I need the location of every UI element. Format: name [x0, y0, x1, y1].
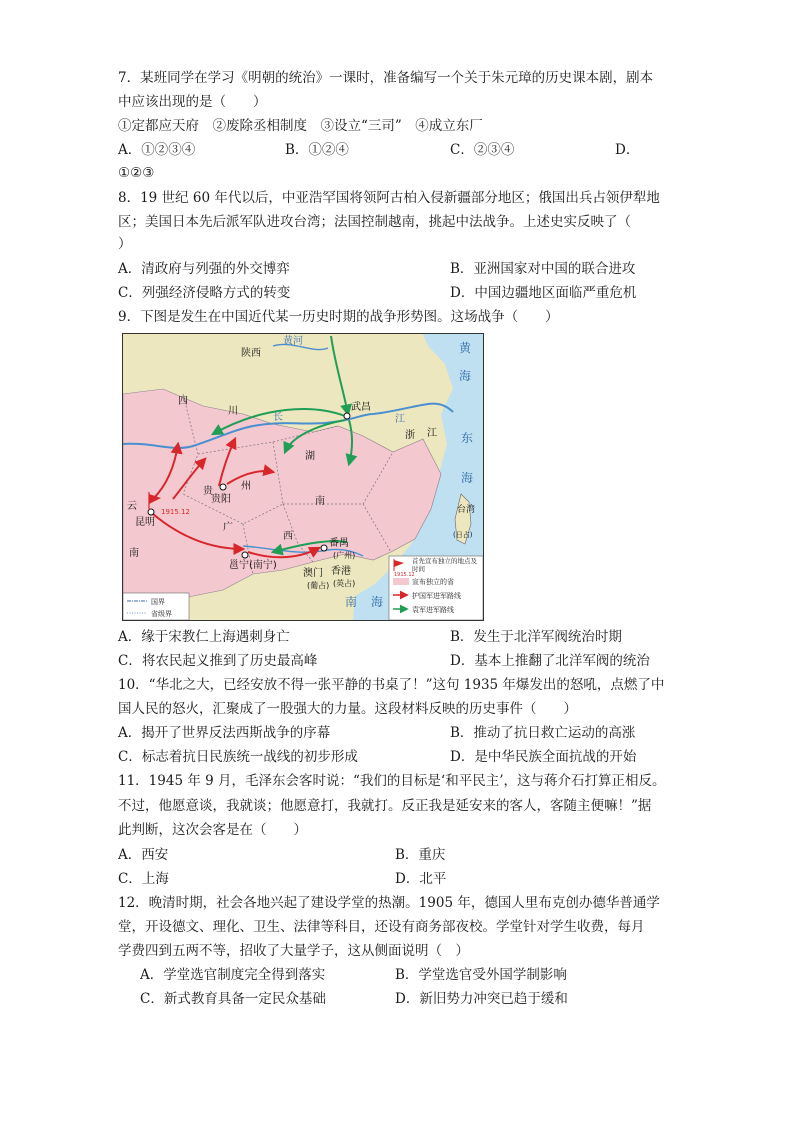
label-taiwan: 台湾	[457, 505, 476, 515]
label-yellow-river: 黄河	[283, 336, 303, 347]
q10-stem-line-1: 10．“华北之大，已经安放不得一张平静的书桌了！”这句 1935 年爆发出的怒吼，点燃了中	[118, 677, 665, 693]
q12-option-d: D．新旧势力冲突已趋于缓和	[395, 991, 568, 1007]
q12-stem-line-2: 堂，开设德文、理化、卫生、法律等科目，还设有商务部夜校。学堂针对学生收费，每月	[118, 919, 645, 935]
label-macau: 澳门	[303, 568, 323, 579]
q7-option-d: D．	[615, 142, 640, 158]
label-hongkong-sub: (英占)	[333, 579, 356, 588]
q12-option-c: C．新式教育具备一定民众基础	[140, 991, 326, 1007]
q11-option-d: D．北平	[395, 871, 447, 887]
label-yunnan-1: 云	[127, 501, 137, 512]
legend-yuan-route: 袁军进军路线	[412, 606, 454, 614]
q8-option-d: D．中国边疆地区面临严重危机	[450, 285, 637, 301]
q12-option-a: A．学堂选官制度完全得到落实	[140, 967, 326, 983]
q12-stem-line-3: 学费四到五两不等，招收了大量学子，这从侧面说明（ ）	[118, 943, 469, 959]
label-hunan-2: 南	[315, 496, 325, 507]
q11-option-b: B．重庆	[395, 847, 446, 863]
label-taiwan-sub: (日占)	[453, 531, 473, 539]
q7-stem-cont: 中应该出现的是（ ）	[118, 94, 267, 110]
label-yongning: 邕宁(南宁)	[229, 560, 277, 571]
label-guangzhou: (广州)	[333, 551, 356, 560]
q10-stem-line-2: 国人民的怒火，汇聚成了一股强大的力量。这段材料反映的历史事件（ ）	[118, 701, 577, 717]
yongning-marker	[242, 552, 248, 558]
label-shaanxi: 陕西	[241, 348, 261, 359]
label-yunnan-2: 南	[129, 548, 139, 559]
label-guiyang: 贵阳	[211, 494, 231, 505]
legend-huguo-route: 护国军进军路线	[412, 592, 461, 600]
border-legend	[123, 593, 189, 620]
label-zhejiang-1: 浙	[405, 430, 415, 441]
label-yangtze-1: 长	[273, 412, 283, 423]
label-kunming: 昆明	[135, 517, 155, 528]
q10-option-a: A．揭开了世界反法西斯战争的序幕	[118, 725, 331, 741]
legend-first-independence: 首先宣布独立的地点及时间	[412, 557, 477, 573]
label-macau-sub: (葡占)	[307, 581, 330, 590]
label-east-sea-1: 东	[461, 431, 474, 445]
label-sichuan-1: 四	[178, 396, 188, 407]
label-guangxi-2: 西	[283, 531, 293, 542]
q8-stem-line-2: 区；美国日本先后派军队进攻台湾；法国控制越南，挑起中法战争。上述史实反映了（	[118, 214, 631, 230]
label-yellow-sea-1: 黄	[459, 341, 472, 355]
q11-stem-line-3: 此判断，这次会客是在（ ）	[118, 822, 307, 838]
label-south-sea-2: 海	[371, 595, 384, 609]
q8-option-b: B．亚洲国家对中国的联合进攻	[450, 261, 636, 277]
q8-stem-line-1: 8．19 世纪 60 年代以后，中亚浩罕国将领阿古柏入侵新疆部分地区；俄国出兵占领伊犁地	[118, 190, 660, 206]
label-guizhou-2: 州	[241, 481, 251, 492]
q9-option-b: B．发生于北洋军阀统治时期	[450, 629, 622, 645]
war-situation-map	[122, 333, 484, 621]
q9-option-d: D．基本上推翻了北洋军阀的统治	[450, 653, 650, 669]
q7-option-b: B．①②④	[285, 142, 349, 158]
q11-stem-line-1: 11．1945 年 9 月，毛泽东会客时说：“我们的目标是‘和平民主’，这与蒋介石打算正相反。	[118, 773, 666, 789]
legend-national-border: 国界	[151, 598, 165, 606]
q9-stem: 9．下图是发生在中国近代某一历史时期的战争形势图。这场战争（ ）	[118, 309, 559, 325]
label-zhejiang-2: 江	[427, 428, 437, 439]
q12-option-b: B．学堂选官受外国学制影响	[395, 967, 567, 983]
label-panyu: 番禺	[329, 538, 349, 549]
q11-stem-line-2: 不过，他愿意谈，我就谈；他愿意打，我就打。反正我是延安来的客人，客随主便嘛！”据	[118, 798, 652, 814]
label-guangxi-1: 广	[223, 522, 233, 533]
q8-option-a: A．清政府与列强的外交博弈	[118, 261, 290, 277]
legend-flag-date: 1915.12	[394, 572, 415, 578]
label-guizhou-1: 贵	[203, 486, 213, 497]
q7-option-a: A．①②③④	[118, 142, 196, 158]
label-east-sea-2: 海	[461, 471, 474, 485]
label-hunan-1: 湖	[305, 451, 315, 462]
q11-option-a: A．西安	[118, 847, 169, 863]
label-hongkong: 香港	[331, 566, 351, 577]
legend-provincial-border: 省级界	[151, 610, 172, 618]
q10-option-c: C．标志着抗日民族统一战线的初步形成	[118, 749, 358, 765]
guiyang-marker	[220, 484, 226, 490]
wuchang-marker	[344, 413, 350, 419]
label-south-sea-1: 南	[345, 595, 358, 609]
q10-option-b: B．推动了抗日救亡运动的高涨	[450, 725, 636, 741]
q8-option-c: C．列强经济侵略方式的转变	[118, 285, 291, 301]
q10-option-d: D．是中华民族全面抗战的开始	[450, 749, 637, 765]
label-yangtze-2: 江	[395, 414, 405, 425]
q8-stem-line-3: ）	[118, 236, 132, 252]
q7-option-c: C．②③④	[450, 142, 515, 158]
q7-option-d-cont: ①②③	[118, 165, 155, 181]
label-yellow-sea-2: 海	[459, 369, 472, 383]
panyu-marker	[321, 545, 327, 551]
legend-independent-province: 宣布独立的省	[412, 578, 454, 586]
q9-option-c: C．将农民起义推到了历史最高峰	[118, 653, 318, 669]
q9-option-a: A．缘于宋教仁上海遇刺身亡	[118, 629, 290, 645]
q12-stem-line-1: 12．晚清时期，社会各地兴起了建设学堂的热潮。1905 年，德国人里布克创办德华普通学	[118, 895, 660, 911]
q7-items: ①定都应天府 ②废除丞相制度 ③设立“三司” ④成立东厂	[118, 118, 483, 134]
main-legend	[389, 556, 483, 620]
label-sichuan-2: 川	[228, 406, 238, 417]
label-flag-date: 1915.12	[161, 508, 190, 516]
q7-stem: 7．某班同学在学习《明朝的统治》一课时，准备编写一个关于朱元璋的历史课本剧，剧本	[118, 70, 654, 86]
label-wuchang: 武昌	[351, 402, 371, 413]
q11-option-c: C．上海	[118, 871, 169, 887]
